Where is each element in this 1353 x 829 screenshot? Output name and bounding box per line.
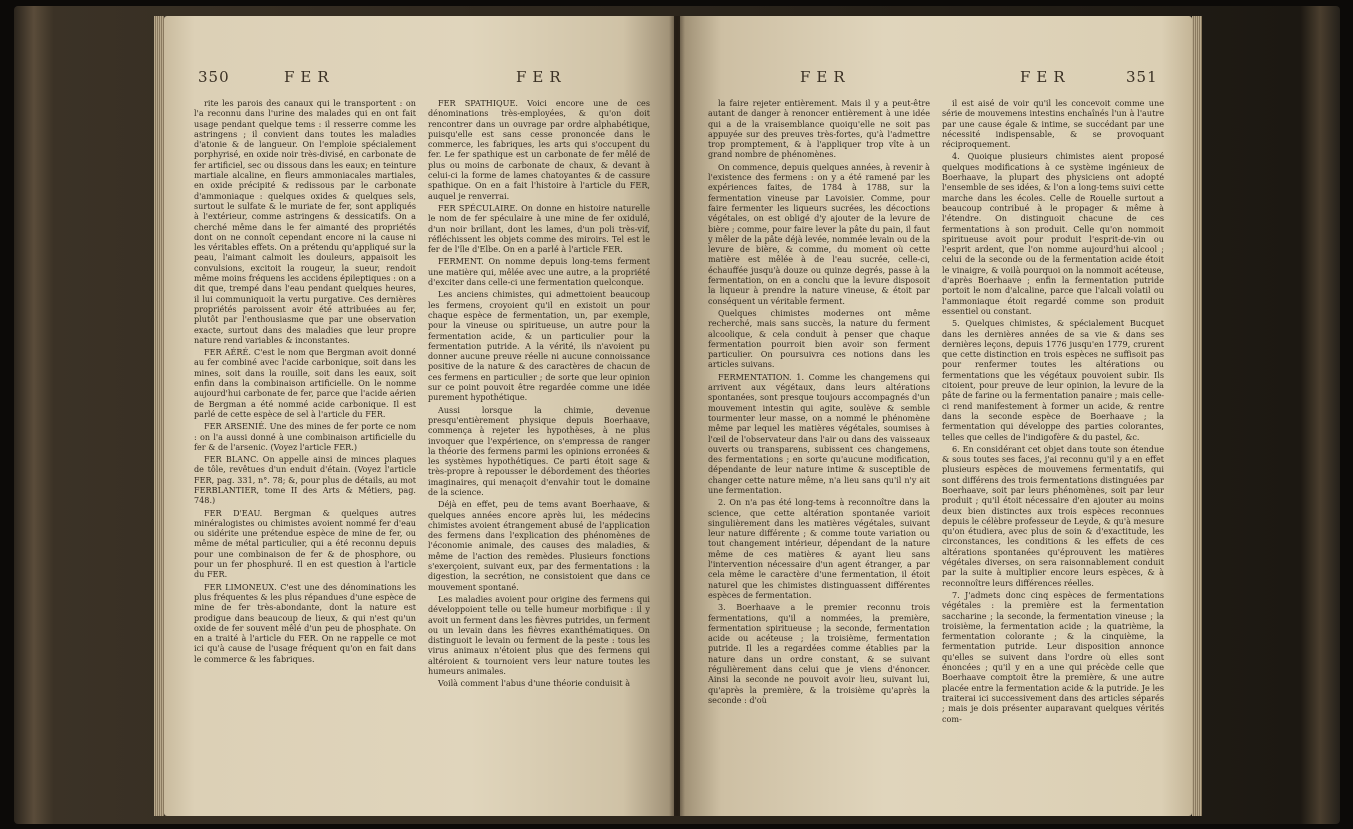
left-page [164, 16, 674, 816]
right-column-2 [942, 98, 1164, 726]
paragraph: FER D'EAU. Bergman & quelques autres minéralogistes ou chimistes avoient nommé fer d'eau ou sidérite une prétendue espèce de mine de fer, ou même de métal particulier, qui a été reconnu depuis pour une combinaison de fer & de phosphore, ou pour un fer phosphuré. Il en est question à l'article du FER. [194, 507, 416, 580]
paragraph: FER AÉRÉ. C'est le nom que Bergman avoit donné au fer combiné avec l'acide carbonique, soit dans les mines, soit dans la rouille, soit dans les eaux, soit enfin dans la combinaison artificielle. On le nomme aujourd'hui carbonate de fer, parce que l'acide aérien de Bergman a été nommé acide carbonique. Il est parlé de cette espèce de sel à l'article du FER. [194, 347, 416, 419]
book-gutter [669, 16, 685, 816]
paragraph: Aussi lorsque la chimie, devenue presqu'entièrement physique depuis Boerhaave, commença à rejeter les hypothèses, à ne plus invoquer que l'expérience, on s'empressa de ranger la théorie des fermens parmi les opinions erronées & les systèmes hypothétiques. Ce parti étoit sage & très-propre à repousser le débordement des théories imaginaires, qui menaçoit d'envahir tout le domaine de la science. [428, 404, 650, 497]
paragraph: 5. Quelques chimistes, & spécialement Bucquet dans les dernières années de sa vie & dans ses dernières leçons, depuis 1776 jusqu'en 1779, crurent que cette distinction en trois espèces ne suffisoit pas pour renfermer toutes les altérations ou fermentations que les végétaux pouvoient subir. Ils citoient, pour preuve de leur opinion, la levure de la pâte de farine ou la fermentation panaire ; mais celle-ci rend manifestement à former un acide, & rentre dans la seconde espèce de Boerhaave ; la fermentation qui développe des parties colorantes, telles que celles de l'indigofère & du pastel, &c. [942, 318, 1164, 442]
left-running-head-2: FER [516, 68, 567, 86]
page-edges-right [1192, 16, 1202, 816]
paragraph: Quelques chimistes modernes ont même recherché, mais sans succès, la nature du ferment alcoolique, & cela conduit à penser que chaque fermentation pourroit bien avoir son ferment particulier. On poursuivra ces notions dans les articles suivans. [708, 307, 930, 370]
left-page-number: 350 [198, 68, 230, 86]
paragraph: Voilà comment l'abus d'une théorie conduisit à [438, 678, 631, 689]
paragraph: Les maladies avoient pour origine des fermens qui développoient telle ou telle humeur morbifique : il y avoit un ferment dans les fièvres putrides, un ferment ou un levain dans les fièvres exanthématiques. On distinguoit le levain ou ferment de la peste : tous les virus animaux n'étoient plus que des fermens qui altéroient & tournoient vers leur nature toutes les humeurs animales. [428, 593, 650, 677]
paragraph: On commence, depuis quelques années, à revenir à l'existence des fermens : on y a été ramené par les expériences faites, de 1784 à 1788, sur la fermentation vineuse par Lavoisier. Comme, pour faire fermenter les liqueurs sucrées, les décoctions végétales, on est obligé d'y ajouter de la levure de bière ; comme, pour faire lever la pâte du pain, il faut y mêler de la pâte déjà levée, nommée levain ou de la levure de bière, & comme, du moment où cette matière est mêlée à de l'eau sucrée, celle-ci, échauffée jusqu'à douze ou quinze degrés, passe à la fermentation, on en a conclu que la levure disposoit la liqueur à prendre la nature vineuse, & étoit par conséquent un véritable ferment. [708, 161, 930, 306]
paragraph: 2. On n'a pas été long-tems à reconnoître dans la science, que cette altération spontanée varioit singulièrement dans les matières végétales, suivant leur nature différente ; & comme toute variation ou tout changement intérieur, dépendant de la nature même de ces matières & ayant lieu sans l'intervention nécessaire d'un agent étranger, a par cela même le caractère d'une fermentation, il étoit naturel que les chimistes distinguassent différentes espèces de fermentation. [708, 497, 930, 600]
paragraph: FERMENTATION. 1. Comme les changemens qui arrivent aux végétaux, dans leurs altérations spontanées, sont presque toujours accompagnés d'un mouvement intestin qui agite, soulève & semble tourmenter leur masse, on a nommé le phénomène même par lequel les matières végétales, soumises à l'œil de l'observateur dans l'air ou dans des vaisseaux ouverts ou transparens, subissent ces changemens, des fermentations ; en sorte qu'aucune modification, dépendante de leur nature intime & susceptible de changer cette nature même, n'a lieu sans qu'il n'y ait une fermentation. [708, 371, 930, 495]
paragraph: FER BLANC. On appelle ainsi de minces plaques de tôle, revêtues d'un enduit d'étain. (Voyez l'article FER, pag. 331, n°. 78; &, pour plus de détails, au mot FERBLANTIER, tome II des Arts & Métiers, pag. 748.) [194, 454, 416, 506]
paragraph: 6. En considérant cet objet dans toute son étendue & sous toutes ses faces, j'ai reconnu qu'il y a en effet plusieurs espèces de mouvemens fermentatifs, qui sont différens des trois fermentations distinguées par Boerhaave, soit par leurs phénomènes, soit par leur produit ; qu'il étoit nécessaire d'en ajouter au moins deux bien distinctes aux trois espèces reconnues depuis le célèbre professeur de Leyde, & qu'à mesure qu'on étudiera, avec plus de soin & d'exactitude, les circonstances, les conditions & les effets de ces altérations spontanées qu'éprouvent les matières végétales diverses, on sera raisonnablement conduit par la suite à multiplier encore leurs espèces, & à reconnoître leurs différences réelles. [942, 443, 1164, 588]
right-page [680, 16, 1192, 816]
paragraph: Les anciens chimistes, qui admettoient beaucoup les fermens, croyoient qu'il en existoit un pour chaque espèce de fermentation, un, par exemple, pour la vineuse ou spiritueuse, un autre pour la fermentation acide, & un particulier pour la fermentation putride. A la vérité, ils n'avoient pu donner aucune preuve réelle ni aucune connoissance positive de la nature & des caractères de chacun de ces fermens en particulier ; de sorte que leur opinion sur ce point pouvoit être regardée comme une idée purement hypothétique. [428, 289, 650, 403]
paragraph: FER LIMONEUX. C'est une des dénominations les plus fréquentes & les plus répandues d'une espèce de mine de fer très-abondante, dont la nature est prodigue dans beaucoup de lieux, & qui n'est qu'un oxide de fer souvent mêlé d'un peu de phosphate. On en a traité à l'article du FER. On ne rappelle ce mot ici qu'à cause de l'usage fréquent qu'on en fait dans le commerce & les fabriques. [194, 581, 416, 664]
right-column-1 [708, 98, 930, 707]
paragraph: 7. J'admets donc cinq espèces de fermentations végétales : la première est la fermentation saccharine ; la seconde, la fermentation vineuse ; la troisième, la fermentation acide ; la quatrième, la fermentation colorante ; & la cinquième, la fermentation putride. Leur disposition annonce qu'elles se suivent dans l'ordre où elles sont énoncées ; qu'il y en a une qui précède celle que Boerhaave comptoit être la première, & une autre placée entre la fermentation acide & la putride. Je les traiterai ici successivement dans des articles séparés ; mais je dois présenter auparavant quelques vérités com- [942, 589, 1164, 724]
right-page-number: 351 [1126, 68, 1158, 86]
left-column-1 [194, 98, 416, 666]
page-edges-left [154, 16, 164, 816]
left-running-head-1: FER [284, 68, 335, 86]
left-column-2 [428, 98, 650, 691]
paragraph: la faire rejeter entièrement. Mais il y a peut-être autant de danger à renoncer entièrement à une idée qui a de la vraisemblance quoiqu'elle ne soit pas appuyée sur des preuves très-fortes, qu'à l'admettre trop promptement, & à l'appliquer trop vîte à un grand nombre de phénomènes. [708, 98, 930, 160]
paragraph: rite les parois des canaux qui le transportent : on l'a reconnu dans l'urine des malades qui en ont fait usage pendant quelque tems : il resserre comme les astringens ; il convient dans toutes les maladies d'atonie & de langueur. On l'emploie spécialement porphyrisé, en oxide noir très-divisé, en carbonate de fer artificiel, sec ou dissous dans les eaux; en teinture martiale alcaline, en fleurs ammoniacales martiales, en oxide précipité & redissous par le carbonate d'ammoniaque : quelques oxides & quelques sels, surtout le sulfate & le muriate de fer, sont appliqués à l'extérieur, comme astringens & dessicatifs. On a cherché même dans le fer aimanté des propriétés dont on ne connoît cependant encore ni la cause ni les véritables effets. On a prétendu qu'appliqué sur la peau, l'aimant calmoit les douleurs, appaisoit les convulsions, excitoit la rougeur, la sueur, rendoit même moins fréquens les accidens épileptiques : on a dit que, trempé dans l'eau pendant quelques heures, il lui communiquoit la vertu purgative. Ces dernières propriétés paroissent avoir été attribuées au fer, plutôt par l'enthousiasme que par une observation exacte, surtout dans des maladies que leur propre nature rend variables & inconstantes. [194, 98, 416, 345]
left-running-header [164, 68, 674, 90]
paragraph: FERMENT. On nomme depuis long-tems ferment une matière qui, mêlée avec une autre, a la propriété d'exciter dans celle-ci une fermentation quelconque. [428, 256, 650, 288]
paragraph: FER ARSENIÉ. Une des mines de fer porte ce nom : on l'a aussi donné à une combinaison artificielle du fer & de l'arsenic. (Voyez l'article FER.) [194, 421, 416, 452]
book-spread [14, 6, 1340, 824]
paragraph: 4. Quoique plusieurs chimistes aient proposé quelques modifications à ce système ingénieux de Boerhaave, la plupart des physiciens ont adopté l'ensemble de ses idées, & l'on a long-tems suivi cette marche dans les écoles. Celle de Rouelle surtout a beaucoup contribué à le propager & même à l'étendre. On distinguoit chacune de ces fermentations à son produit. Celle qu'on nommoit spiritueuse avoit pour produit l'esprit-de-vin ou l'esprit ardent, que l'on nomme aujourd'hui alcool ; celui de la seconde ou de la fermentation acide étoit le vinaigre, & voilà pourquoi on la nommoit acéteuse, d'après Boerhaave ; enfin la fermentation putride portoit le nom d'alcaline, parce que l'alcali volatil ou l'ammoniaque étoit regardé comme son produit essentiel ou constant. [942, 151, 1164, 316]
paragraph: FER SPATHIQUE. Voici encore une de ces dénominations très-employées, & qu'on doit rencontrer dans un ouvrage par ordre alphabétique, puisqu'elle est sans cesse prononcée dans le commerce, les fabriques, les arts qui s'occupent du fer. Le fer spathique est un carbonate de fer mêlé de plus ou moins de carbonate de chaux, & devant à celui-ci la forme de lames chatoyantes & de cassure spathique. On en a fait l'histoire à l'article du FER, auquel je renverrai. [428, 98, 650, 201]
paragraph: FER SPÉCULAIRE. On donne en histoire naturelle le nom de fer spéculaire à une mine de fer oxidulé, d'un noir brillant, dont les lames, d'un poli très-vif, réfléchissent les objets comme des miroirs. Tel est le fer de l'île d'Elbe. On en a parlé à l'article FER. [428, 202, 650, 255]
right-running-head-2: FER [1020, 68, 1071, 86]
paragraph: il est aisé de voir qu'il les concevoit comme une série de mouvemens intestins enchaînés l'un à l'autre par une cause égale & intime, se succédant par une nécessité indispensable, & se provoquant réciproquement. [942, 98, 1164, 150]
paragraph: 3. Boerhaave a le premier reconnu trois fermentations, qu'il a nommées, la première, fermentation spiritueuse ; la seconde, fermentation acide ou acéteuse ; la troisième, fermentation putride. Il les a regardées comme établies par la nature dans un ordre constant, & se suivant régulièrement dans celui que je viens d'énoncer. Ainsi la seconde ne pouvoit avoir lieu, suivant lui, qu'après la première, & la troisième qu'après la seconde : d'où [708, 602, 930, 705]
paragraph: Déjà en effet, peu de tems avant Boerhaave, & quelques années encore après lui, les médecins chimistes avoient étrangement abusé de l'application des fermens dans l'explication des phénomènes de l'économie animale, des causes des maladies, & même de l'action des remèdes. Plusieurs fonctions s'exerçoient, suivant eux, par des fermentations : la digestion, la secrétion, ne consistoient que dans ce mouvement spontané. [428, 499, 650, 592]
right-running-head-1: FER [800, 68, 851, 86]
right-running-header [680, 68, 1192, 90]
